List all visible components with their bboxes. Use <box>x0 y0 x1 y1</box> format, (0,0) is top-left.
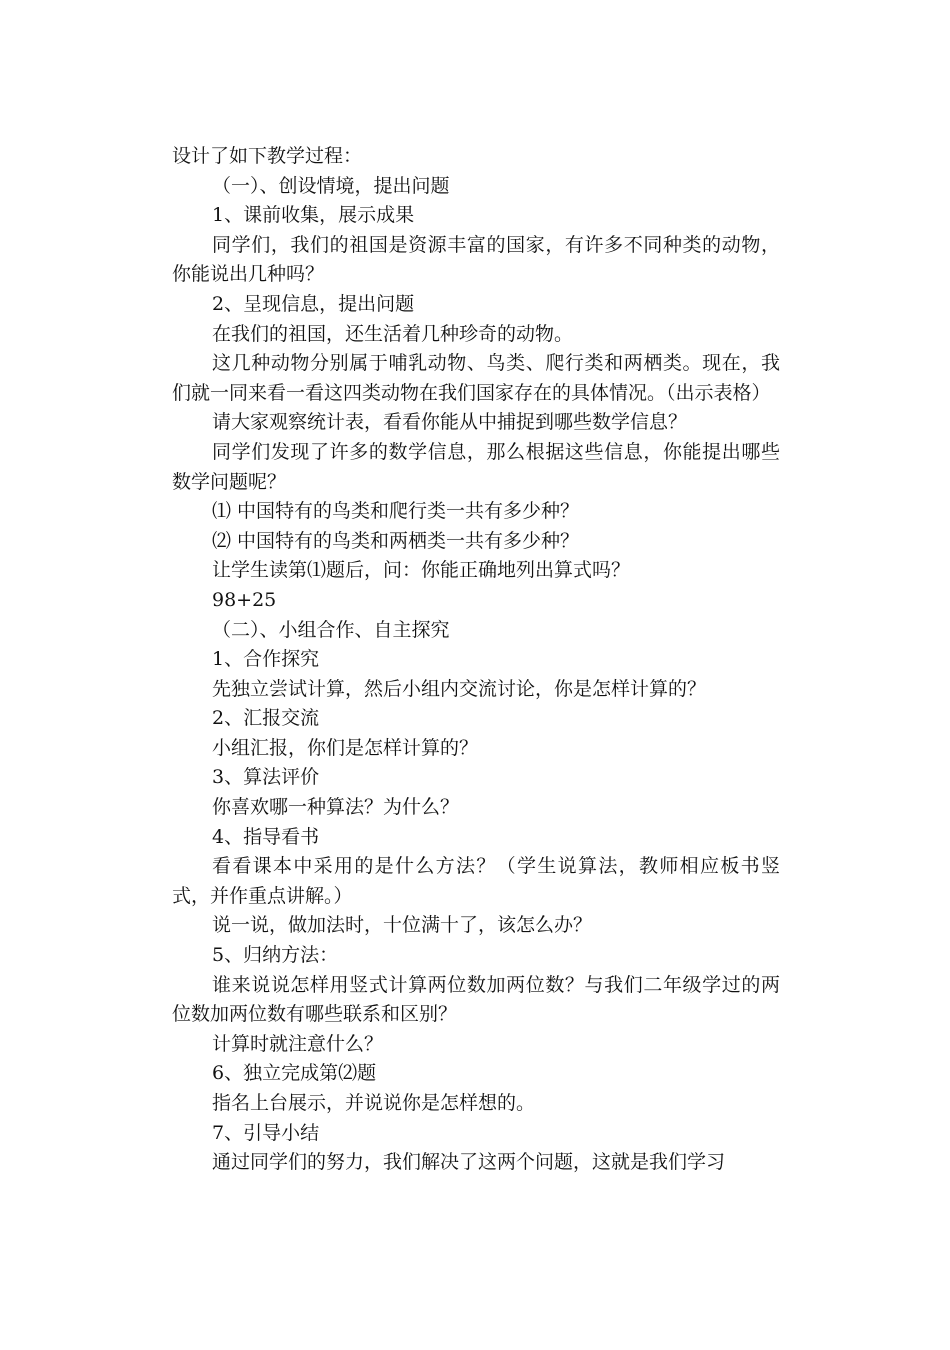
paragraph: 计算时就注意什么？ <box>212 1032 384 1055</box>
document-body <box>172 142 780 1178</box>
paragraph: 你喜欢哪一种算法？为什么？ <box>212 796 460 819</box>
step-heading: 1、课前收集，展示成果 <box>212 204 415 227</box>
paragraph: 这几种动物分别属于哺乳动物、鸟类、爬行类和两栖类。现在，我们就一同来看一看这四类动物在我们国家存在的具体情况。（出示表格） <box>172 352 780 404</box>
paragraph: 让学生读第⑴题后，问：你能正确地列出算式吗？ <box>212 559 631 582</box>
paragraph: 谁来说说怎样用竖式计算两位数加两位数？与我们二年级学过的两位数加两位数有哪些联系和区别？ <box>172 973 780 1026</box>
paragraph: 同学们，我们的祖国是资源丰富的国家，有许多不同种类的动物，你能说出几种吗？ <box>172 233 780 286</box>
paragraph: 请大家观察统计表，看看你能从中捕捉到哪些数学信息？ <box>212 411 688 434</box>
section-heading-2: （二）、小组合作、自主探究 <box>212 618 450 641</box>
step-heading: 3、算法评价 <box>212 766 320 789</box>
step-heading: 5、归纳方法： <box>212 944 339 967</box>
paragraph: 说一说，做加法时，十位满十了，该怎么办？ <box>212 914 593 937</box>
step-heading: 6、独立完成第⑵题 <box>212 1062 377 1085</box>
paragraph: 先独立尝试计算，然后小组内交流讨论，你是怎样计算的？ <box>212 677 707 700</box>
question-item: ⑴ 中国特有的鸟类和爬行类一共有多少种？ <box>212 500 580 523</box>
paragraph: 在我们的祖国，还生活着几种珍奇的动物。 <box>212 322 574 345</box>
step-heading: 4、指导看书 <box>212 825 320 848</box>
paragraph: 小组汇报，你们是怎样计算的？ <box>212 736 479 759</box>
paragraph: 同学们发现了许多的数学信息，那么根据这些信息，你能提出哪些数学问题呢？ <box>172 440 780 493</box>
paragraph: 通过同学们的努力，我们解决了这两个问题，这就是我们学习 <box>212 1151 726 1174</box>
step-heading: 2、呈现信息，提出问题 <box>212 292 415 315</box>
step-heading: 7、引导小结 <box>212 1121 320 1144</box>
section-heading-1: （一）、创设情境，提出问题 <box>212 174 450 197</box>
step-heading: 1、合作探究 <box>212 648 320 671</box>
paragraph: 看看课本中采用的是什么方法？（学生说算法，教师相应板书竖式，并作重点讲解。） <box>172 855 780 907</box>
step-heading: 2、汇报交流 <box>212 707 320 730</box>
paragraph-intro: 设计了如下教学过程： <box>172 145 363 167</box>
paragraph: 指名上台展示，并说说你是怎样想的。 <box>212 1092 536 1114</box>
formula: 98+25 <box>212 588 277 611</box>
question-item: ⑵ 中国特有的鸟类和两栖类一共有多少种？ <box>212 529 580 552</box>
